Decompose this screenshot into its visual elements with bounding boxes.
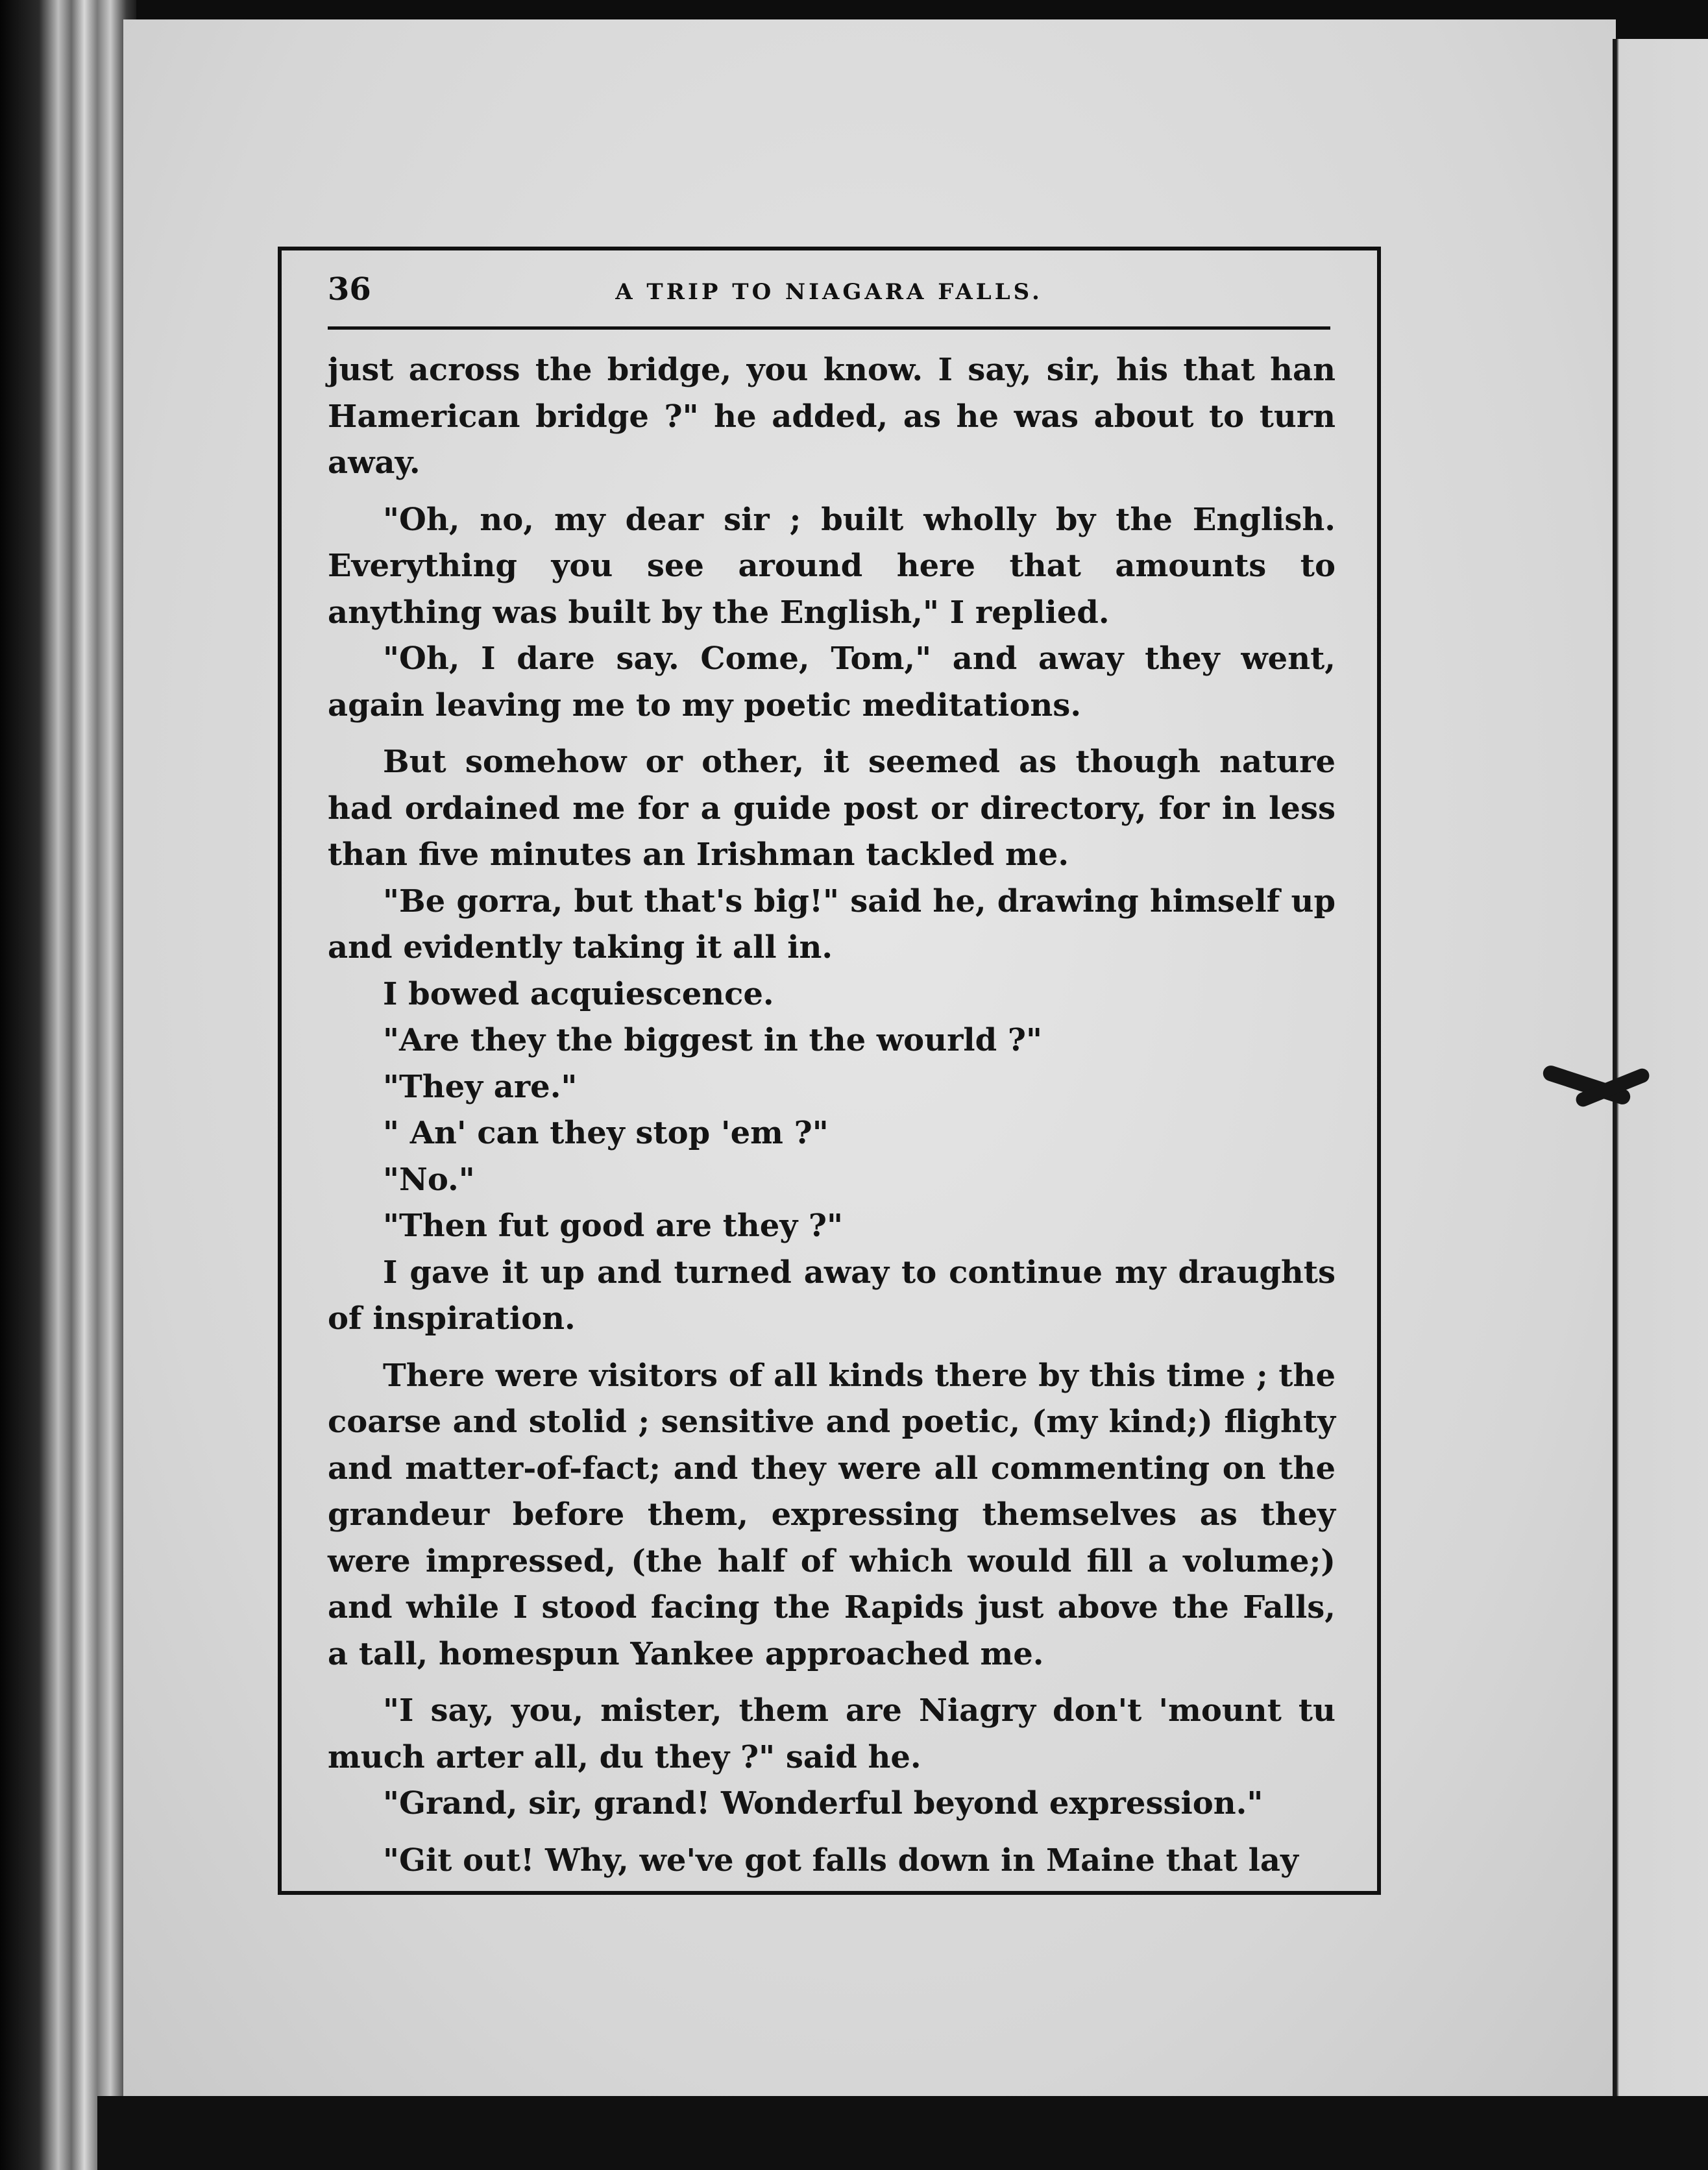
body-text xyxy=(328,347,1336,1884)
paragraph: But somehow or other, it seemed as though nature had ordained me for a guide post or directory, for in less than five minutes an Irishman tackled me. xyxy=(328,744,1336,873)
paragraph: "Are they the biggest in the wourld ?" xyxy=(383,1022,1043,1058)
running-head: A TRIP TO NIAGARA FALLS. xyxy=(615,279,1043,305)
paragraph: There were visitors of all kinds there by this time ; the coarse and stolid ; sensitive and poetic, (my kind;) flighty and matter-of-fact; and they were all commenting on the grandeur before them, expressing themselves as they were impressed, (the half of which would fill a volume;) and while I stood facing the Rapids just above the Falls, a tall, homespun Yankee approached me. xyxy=(328,1357,1336,1672)
paragraph: "Grand, sir, grand! Wonderful beyond expression." xyxy=(383,1785,1263,1822)
header-rule xyxy=(328,326,1330,330)
paragraph: "No." xyxy=(383,1161,475,1198)
paragraph: "I say, you, mister, them are Niagry don't 'mount tu much arter all, du they ?" said he. xyxy=(328,1692,1336,1775)
paragraph: just across the bridge, you know. I say, sir, his that han Hamerican bridge ?" he added, as he was about to turn away. xyxy=(328,352,1336,481)
paragraph: I gave it up and turned away to continue my draughts of inspiration. xyxy=(328,1254,1336,1337)
paragraph: "Be gorra, but that's big!" said he, drawing himself up and evidently taking it all in. xyxy=(328,883,1336,966)
paragraph: "They are." xyxy=(383,1068,578,1105)
paragraph: I bowed acquiescence. xyxy=(383,975,774,1012)
scan-bottom-shadow xyxy=(97,2096,1708,2170)
paragraph: "Oh, I dare say. Come, Tom," and away they went, again leaving me to my poetic meditations. xyxy=(328,640,1336,724)
paragraph: "Then fut good are they ?" xyxy=(383,1208,844,1244)
page-header xyxy=(328,271,1330,317)
page-number: 36 xyxy=(328,271,371,308)
paragraph: "Oh, no, my dear sir ; built wholly by the English. Everything you see around here that amounts to anything was built by the English," I replied. xyxy=(328,501,1336,631)
paragraph: " An' can they stop 'em ?" xyxy=(383,1115,829,1151)
paragraph: "Git out! Why, we've got falls down in Maine that lay xyxy=(383,1842,1299,1879)
book-spine-edge xyxy=(0,0,136,2170)
